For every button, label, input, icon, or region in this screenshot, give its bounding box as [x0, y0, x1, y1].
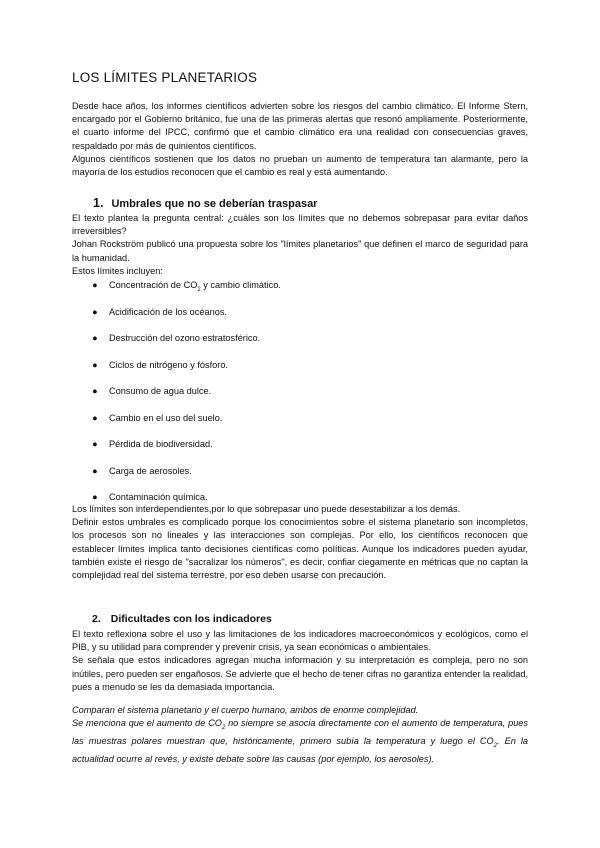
italic-note: Comparan el sistema planetario y el cuerpo humano, ambos de enorme complejidad. [72, 705, 419, 715]
section-2-title: Dificultades con los indicadores [110, 613, 272, 625]
list-item: ● Pérdida de biodiversidad. [92, 439, 213, 449]
bullet-icon: ● [92, 333, 98, 343]
section-1-title: Umbrales que no se deberían traspasar [111, 198, 318, 210]
intro-paragraph: Algunos científicos sostienen que los datos no prueban un aumento de temperatura tan alarmante, pero la mayoría de los estudios reconocen que el cambio es real y está aumentando. [72, 153, 528, 178]
section-1-number: 1. [93, 196, 104, 210]
section-1-paragraph: Estos límites incluyen: [72, 265, 163, 276]
section-2-heading [92, 613, 272, 625]
section-2-paragraph: El texto reflexiona sobre el uso y las limitaciones de los indicadores macroeconómicos y ecológicos, como el PIB, y su utilidad para comprender y prevenir crisis, ya sean económicas o ambientales. [72, 629, 528, 653]
section-2-notes [72, 704, 528, 766]
bullet-icon: ● [92, 306, 98, 317]
bullet-icon: ● [92, 386, 98, 396]
section-1-paragraph: Johan Rockström publicó una propuesta sobre los "límites planetarios" que definen el marco de seguridad para la humanidad. [72, 239, 528, 263]
list-item: ● Cambio en el uso del suelo. [92, 412, 223, 423]
bullet-icon: ● [92, 412, 98, 423]
bullet-icon: ● [92, 280, 98, 290]
section-1-conclusion [72, 503, 528, 582]
italic-note: Se menciona que el aumento de $CO_2$ no siempre se asocia directamente con el aumento de temperatura, pues las muestras polares muestran que, históricamente, primero subía la temperatura y luego el $CO_2$. En la actualidad ocurre al revés, y existe debate sobre las causas (por ejemplo, los aerosoles). [72, 718, 529, 765]
bullet-icon: ● [92, 492, 98, 502]
list-item: ● Acidificación de los océanos. [92, 306, 227, 317]
section-1-paragraph: Los límites son interdependientes,por lo que sobrepasar uno puede desestabilizar a los demás. [72, 504, 461, 514]
limits-list [92, 279, 281, 518]
section-2-number: 2. [92, 613, 101, 625]
intro-section [72, 100, 528, 179]
list-item: ● Consumo de agua dulce. [92, 386, 212, 396]
list-item: ● Carga de aerosoles. [92, 465, 192, 476]
section-1-paragraph: Definir estos umbrales es complicado porque los conocimientos sobre el sistema planetario son incompletos, los procesos son no lineales y las interacciones son complejas. Por ello, los científicos reconocen que establecer límites implica tanto decisiones científicas como políticas. Aunque los indicadores pueden ayudar, también existe el riesgo de "sacralizar los números", es decir, confiar ciegamente en métricas que no captan la complejidad real del sistema terrestre, por eso deben usarse con precaución. [72, 517, 528, 581]
bullet-icon: ● [92, 465, 98, 476]
section-1-heading [93, 196, 317, 210]
section-1-paragraph: El texto plantea la pregunta central: ¿cuáles son los límites que no debemos sobrepasar para evitar daños irreversibles? [72, 213, 528, 237]
list-item: ● Destrucción del ozono estratosférico. [92, 333, 261, 343]
bullet-icon: ● [92, 359, 98, 370]
limit-co2: Concentración de $CO_2$ y cambio climático. [109, 280, 281, 293]
list-item: ● Ciclos de nitrógeno y fósforo. [92, 359, 228, 370]
section-2-body [72, 628, 528, 694]
section-1-intro [72, 212, 528, 278]
bullet-icon: ● [92, 439, 98, 449]
list-item [92, 279, 281, 306]
intro-paragraph: Desde hace años, los informes científicos advierten sobre los riesgos del cambio climático. El Informe Stern, encargado por el Gobierno británico, fue una de las primeras alertas que resonó ampliamente. Posteriormente, el cuarto informe del IPCC, confirmó que el cambio climático era una realidad con consecuencias graves, respaldado por más de quinientos científicos. [72, 101, 528, 151]
list-item: ● Contaminación química. [92, 492, 208, 502]
page-title: LOS LÍMITES PLANETARIOS [72, 70, 258, 85]
section-2-paragraph: Se señala que estos indicadores agregan mucha información y su interpretación es compleja, pero no son inútiles, pero pueden ser engañosos. Se advierte que el hecho de tener cifras no garantiza entender la realidad, pues a menudo se les da demasiada importancia. [72, 655, 528, 692]
